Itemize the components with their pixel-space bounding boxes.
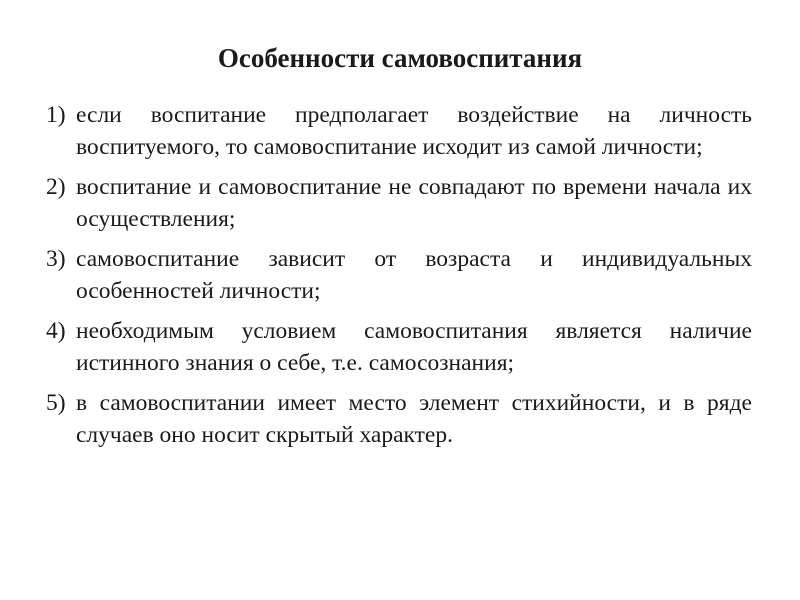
list-item-number: 5) xyxy=(46,390,66,416)
list-item xyxy=(46,99,752,163)
list-item-text: самовоспитание зависит от возраста и индивидуальных особенностей личности; xyxy=(76,246,752,304)
list-item-number: 3) xyxy=(46,246,66,272)
list-item-number: 1) xyxy=(46,102,66,128)
feature-list xyxy=(46,99,752,459)
list-item xyxy=(46,387,752,451)
slide-title: Особенности самовоспитания xyxy=(217,43,583,73)
list-item-text: в самовоспитании имеет место элемент стихийности, и в ряде случаев оно носит скрытый характер. xyxy=(76,390,752,448)
list-item-text: необходимым условием самовоспитания является наличие истинного знания о себе, т.е. самосознания; xyxy=(76,318,752,376)
list-item-text: воспитание и самовоспитание не совпадают по времени начала их осуществления; xyxy=(76,174,752,232)
list-item-number: 4) xyxy=(46,318,66,344)
list-item-number: 2) xyxy=(46,174,66,200)
list-item xyxy=(46,315,752,379)
list-item xyxy=(46,243,752,307)
list-item xyxy=(46,171,752,235)
list-item-text: если воспитание предполагает воздействие на личность воспитуемого, то самовоспитание исходит из самой личности; xyxy=(76,102,752,160)
